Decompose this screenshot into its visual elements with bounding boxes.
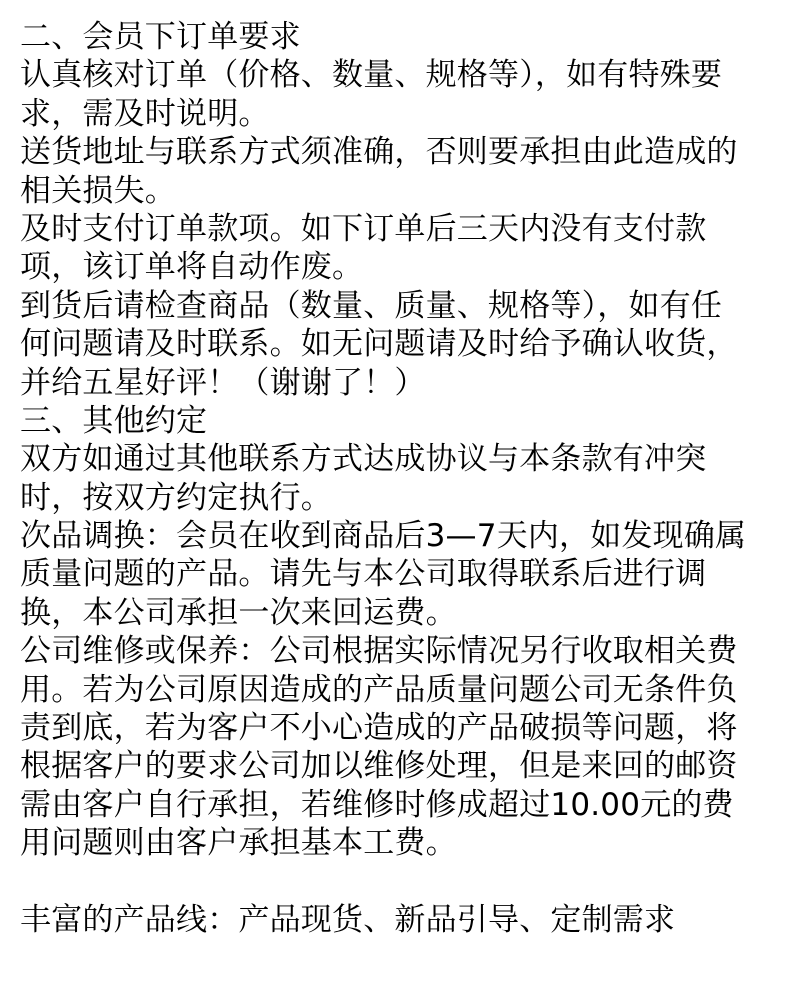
text-line: 双方如通过其他联系方式达成协议与本条款有冲突 xyxy=(20,441,707,478)
text-line: 求，需及时说明。 xyxy=(20,95,270,132)
text-line: 次品调换：会员在收到商品后3—7天内，如发现确属 xyxy=(20,518,747,555)
text-line: 项，该订单将自动作废。 xyxy=(20,249,364,286)
text-line: 及时支付订单款项。如下订单后三天内没有支付款 xyxy=(20,210,707,247)
text-line: 何问题请及时联系。如无问题请及时给予确认收货， xyxy=(20,326,738,363)
text-line: 用。若为公司原因造成的产品质量问题公司无条件负 xyxy=(20,671,738,708)
text-line: 需由客户自行承担，若维修时修成超过10.00元的费 xyxy=(20,786,734,823)
section-heading-order-requirements: 二、会员下订单要求 xyxy=(20,19,301,55)
text-line: 并给五星好评！（谢谢了！） xyxy=(20,364,426,401)
text-line: 质量问题的产品。请先与本公司取得联系后进行调 xyxy=(20,556,707,593)
text-line: 相关损失。 xyxy=(20,172,176,209)
text-line: 公司维修或保养：公司根据实际情况另行收取相关费 xyxy=(20,633,738,670)
text-line: 送货地址与联系方式须准确，否则要承担由此造成的 xyxy=(20,134,738,171)
text-line: 用问题则由客户承担基本工费。 xyxy=(20,825,457,862)
document-text xyxy=(20,18,770,939)
text-line: 时，按双方约定执行。 xyxy=(20,479,332,516)
text-line: 根据客户的要求公司加以维修处理，但是来回的邮资 xyxy=(20,748,738,785)
text-line: 换，本公司承担一次来回运费。 xyxy=(20,594,457,631)
text-line: 认真核对订单（价格、数量、规格等），如有特殊要 xyxy=(20,57,723,94)
section-heading-other-agreements: 三、其他约定 xyxy=(20,402,208,439)
text-line: 到货后请检查商品（数量、质量、规格等），如有任 xyxy=(20,287,723,324)
text-line: 责到底，若为客户不小心造成的产品破损等问题，将 xyxy=(20,710,738,747)
blank-line xyxy=(20,863,770,901)
text-line-product-line: 丰富的产品线：产品现货、新品引导、定制需求 xyxy=(20,901,676,938)
